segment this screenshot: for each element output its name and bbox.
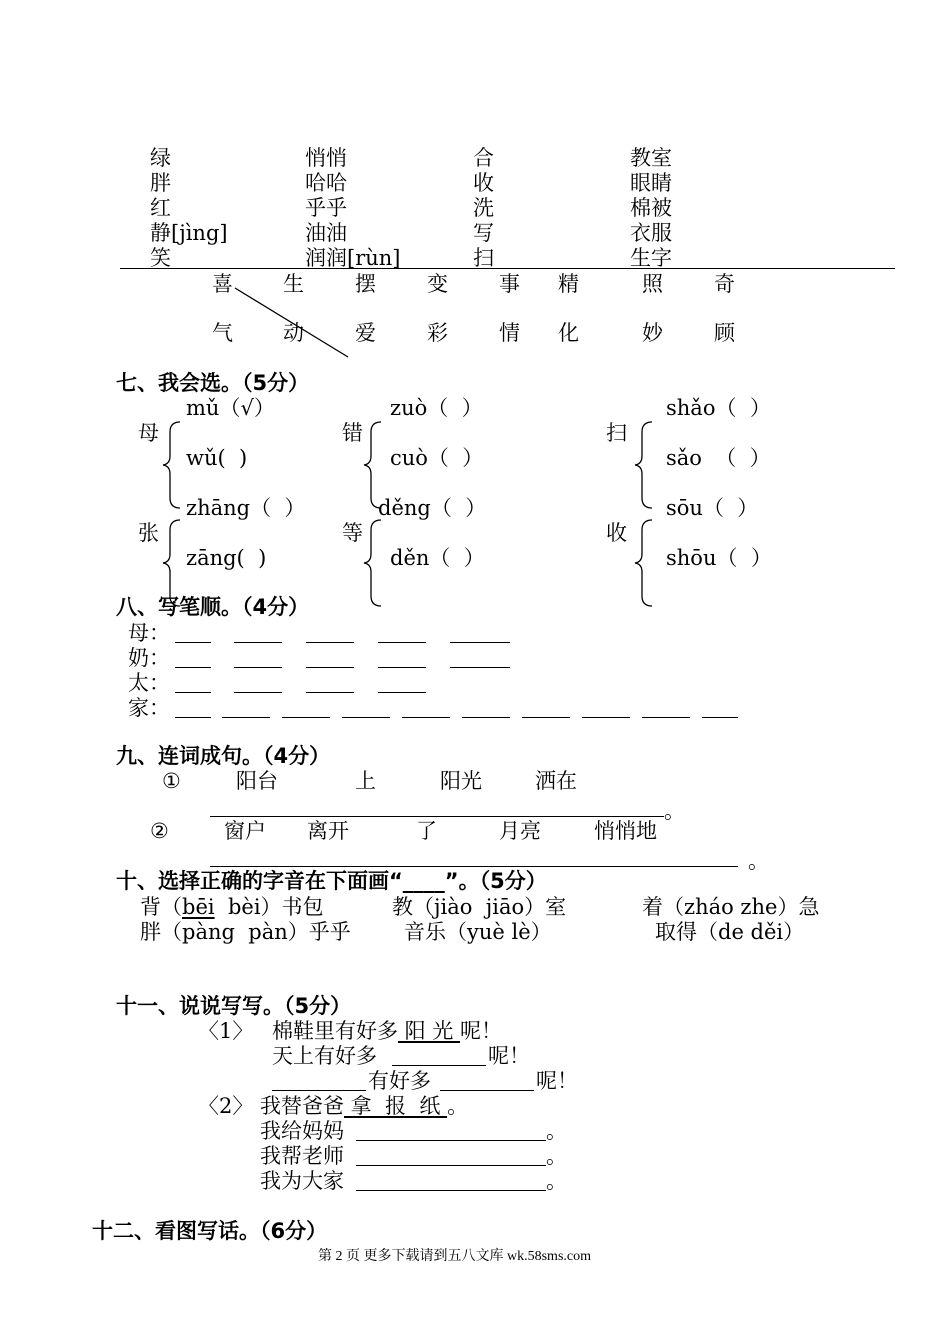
answer-line[interactable] [440, 1090, 534, 1091]
match-item: 写 [473, 221, 494, 245]
match-item: 收 [473, 171, 494, 195]
match-char: 顾 [714, 321, 735, 345]
sentence-end: 。 [546, 1119, 567, 1143]
fill-sentence-prefix: 天上有好多 [272, 1044, 377, 1068]
stroke-row-label: 家： [128, 696, 170, 720]
match-item: 扫 [473, 246, 494, 270]
pronunciation-item[interactable]: 教（jiào jiāo）室 [392, 895, 567, 919]
answer-line[interactable] [210, 866, 738, 867]
word-card: 阳台 [236, 769, 278, 793]
part-number: 〈1〉 [198, 1019, 254, 1043]
answer-line[interactable] [356, 1165, 546, 1166]
word-card: 月亮 [499, 819, 541, 843]
pinyin-option[interactable]: shǎo（ ） [666, 396, 771, 420]
word-card: 窗户 [224, 819, 266, 843]
fill-sentence-suffix: 呢！ [536, 1069, 578, 1093]
match-char: 化 [558, 321, 579, 345]
part-number: 〈2〉 [198, 1094, 254, 1118]
match-char: 奇 [714, 272, 735, 296]
pronunciation-item[interactable]: 音乐（yuè lè） [404, 920, 552, 944]
sentence-end: 。 [546, 1169, 567, 1193]
match-char: 彩 [427, 321, 448, 345]
pinyin-option[interactable]: zāng( ) [186, 546, 267, 570]
answer-line[interactable] [356, 1190, 546, 1191]
pinyin-option[interactable]: zhāng（ ） [186, 496, 306, 520]
pronunciation-item[interactable]: 背（bēi bèi）书包 [140, 895, 324, 919]
pinyin-option[interactable]: sōu（ ） [666, 496, 759, 520]
match-item: 衣服 [630, 221, 672, 245]
word-card: 离开 [307, 819, 349, 843]
match-item: 教室 [630, 146, 672, 170]
word-card: 了 [416, 819, 437, 843]
pinyin-option[interactable]: sǎo （ ） [666, 446, 771, 470]
section-title: 七、我会选。（5分） [116, 371, 310, 395]
match-item: 胖 [150, 171, 171, 195]
match-item: 洗 [473, 196, 494, 220]
word-card: 洒在 [535, 769, 577, 793]
sentence-end: 。 [748, 849, 769, 873]
fill-sentence-suffix: 呢！ [488, 1044, 530, 1068]
match-item: 生字 [630, 246, 672, 270]
match-item: 红 [150, 196, 171, 220]
stroke-row-label: 奶： [128, 646, 170, 670]
match-item: 笑 [150, 246, 171, 270]
match-char: 喜 [212, 272, 233, 296]
pinyin-char: 母 [138, 421, 159, 445]
match-item: 绿 [150, 146, 171, 170]
match-char: 照 [642, 272, 663, 296]
section-title: 九、连词成句。（4分） [116, 744, 331, 768]
match-item: 乎乎 [305, 196, 347, 220]
match-char: 生 [283, 272, 304, 296]
sentence-end: 。 [546, 1144, 567, 1168]
stroke-row-label: 母： [128, 621, 170, 645]
pinyin-char: 收 [606, 521, 627, 545]
match-item: 棉被 [630, 196, 672, 220]
match-item: 合 [473, 146, 494, 170]
word-card: 悄悄地 [594, 819, 657, 843]
pronunciation-item[interactable]: 胖（pàng pàn）乎乎 [140, 920, 351, 944]
match-item: 静[jìng] [150, 221, 228, 245]
page-footer: 第 2 页 更多下载请到五八文库 wk.58sms.com [318, 1249, 591, 1264]
example-sentence: 棉鞋里有好多 阳 光 呢！ [272, 1019, 503, 1043]
match-char: 气 [212, 321, 233, 345]
pronunciation-item[interactable]: 取得（de děi） [655, 920, 805, 944]
match-char: 事 [499, 272, 520, 296]
section-title: 八、写笔顺。（4分） [116, 595, 310, 619]
fill-sentence-prefix: 我帮老师 [260, 1144, 344, 1168]
match-char: 精 [558, 272, 579, 296]
pinyin-char: 错 [342, 421, 363, 445]
fill-sentence-middle: 有好多 [368, 1069, 431, 1093]
match-item: 润润[rùn] [305, 246, 401, 270]
match-char: 妙 [642, 321, 663, 345]
pinyin-option[interactable]: wǔ( ) [186, 446, 248, 470]
fill-sentence-prefix: 我为大家 [260, 1169, 344, 1193]
pinyin-char: 扫 [606, 421, 627, 445]
match-item: 眼睛 [630, 171, 672, 195]
section-title: 十二、看图写话。（6分） [92, 1219, 328, 1243]
answer-line[interactable] [356, 1140, 546, 1141]
pronunciation-item[interactable]: 着（zháo zhe）急 [642, 895, 820, 919]
pinyin-option[interactable]: cuò（ ） [390, 446, 484, 470]
pinyin-option[interactable]: děng（ ） [378, 496, 487, 520]
match-item: 哈哈 [305, 171, 347, 195]
example-sentence: 我替爸爸 拿 报 纸 。 [260, 1094, 469, 1118]
match-item: 油油 [305, 221, 347, 245]
pinyin-option[interactable]: zuò（ ） [390, 396, 483, 420]
sentence-end: 。 [664, 799, 685, 823]
match-char: 变 [427, 272, 448, 296]
pinyin-char: 等 [342, 521, 363, 545]
stroke-row-label: 太： [128, 671, 170, 695]
pinyin-option[interactable]: shōu（ ） [666, 546, 772, 570]
pinyin-option[interactable]: děn（ ） [390, 546, 485, 570]
match-char: 动 [283, 321, 304, 345]
pinyin-option[interactable]: mǔ（√） [186, 396, 275, 420]
section-title: 十一、说说写写。（5分） [116, 994, 352, 1018]
word-card: 阳光 [440, 769, 482, 793]
question-number: ② [150, 819, 169, 843]
match-char: 爱 [355, 321, 376, 345]
question-number: ① [162, 769, 181, 793]
word-card: 上 [355, 769, 376, 793]
match-item: 悄悄 [305, 146, 347, 170]
pinyin-char: 张 [138, 521, 159, 545]
fill-sentence-prefix: 我给妈妈 [260, 1119, 344, 1143]
match-char: 摆 [355, 272, 376, 296]
match-char: 情 [499, 321, 520, 345]
section-title: 十、选择正确的字音在下面画“____”。（5分） [116, 869, 547, 893]
answer-line[interactable] [392, 1065, 486, 1066]
answer-line[interactable] [272, 1090, 366, 1091]
answer-line[interactable] [210, 816, 664, 817]
